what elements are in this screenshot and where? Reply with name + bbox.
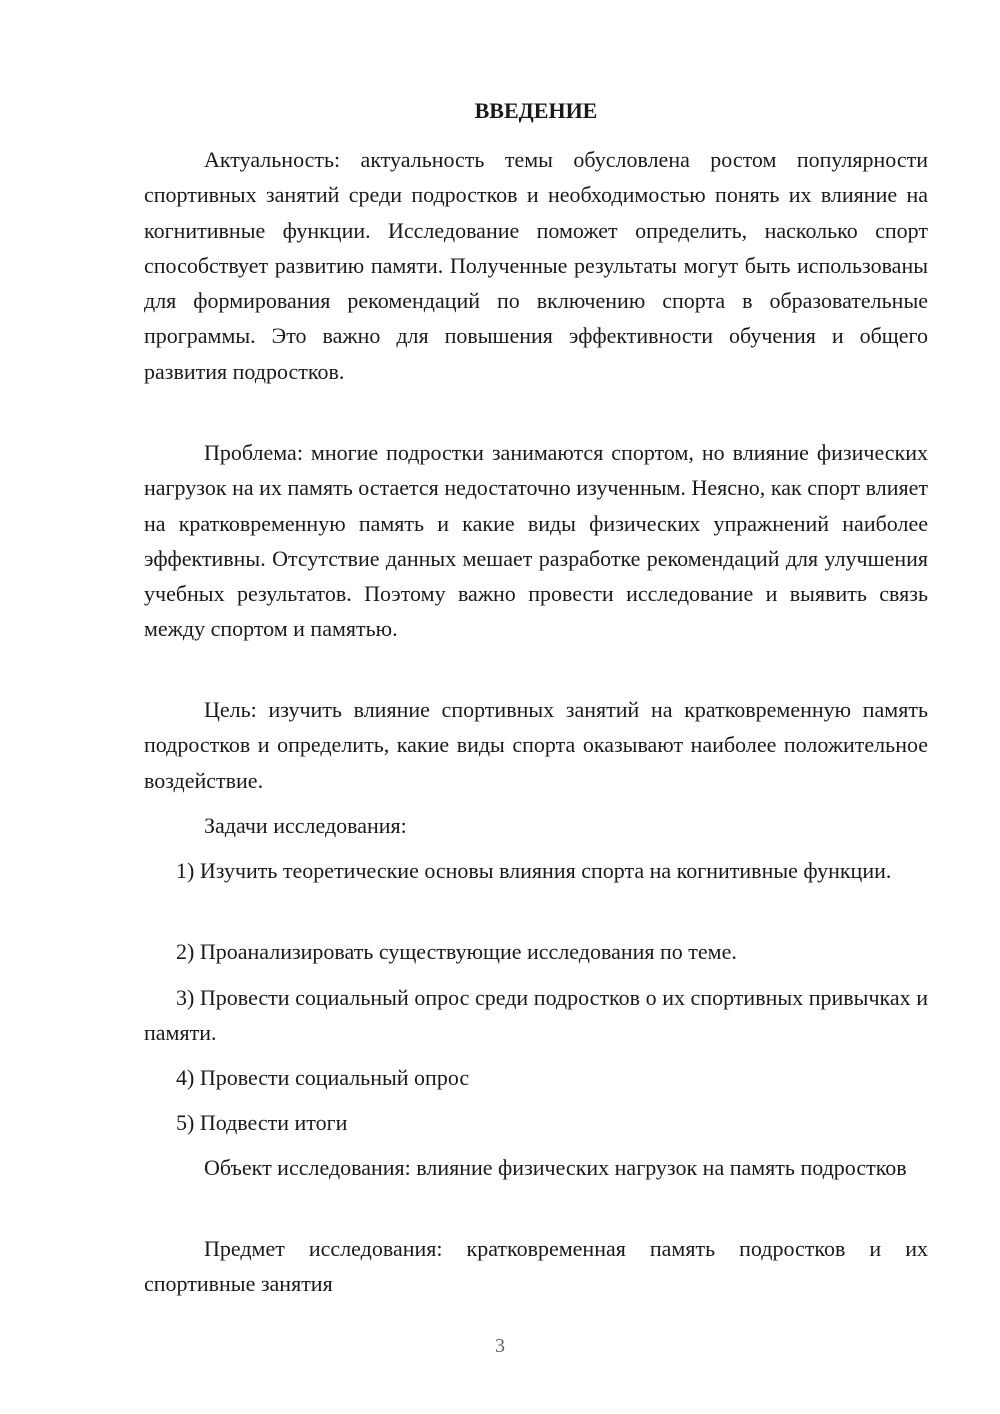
- task-item-1: 1) Изучить теоретические основы влияния спорта на когнитивные функции.: [176, 858, 892, 883]
- task-item-3: 3) Провести социальный опрос среди подростков о их спортивных привычках и памяти.: [144, 985, 928, 1046]
- task-item-2: 2) Проанализировать существующие исследования по теме.: [176, 939, 737, 964]
- object-paragraph: Объект исследования: влияние физических нагрузок на память подростков: [204, 1155, 907, 1180]
- section-title: ВВЕДЕНИЕ: [474, 98, 598, 123]
- page-number: 3: [495, 1335, 505, 1357]
- tasks-heading: Задачи исследования:: [204, 813, 407, 838]
- problem-paragraph: Проблема: многие подростки занимаются спортом, но влияние физических нагрузок на их память остается недостаточно изученным. Неясно, как спорт влияет на кратковременную память и какие виды физических упражнений наиболее эффективны. Отсутствие данных мешает разработке рекомендаций для улучшения учебных результатов. Поэтому важно провести исследование и выявить связь между спортом и памятью.: [144, 440, 928, 642]
- subject-paragraph: Предмет исследования: кратковременная память подростков и их спортивные занятия: [144, 1236, 928, 1297]
- task-item-4: 4) Провести социальный опрос: [176, 1065, 470, 1090]
- task-item-5: 5) Подвести итоги: [176, 1110, 348, 1135]
- goal-paragraph: Цель: изучить влияние спортивных занятий на кратковременную память подростков и определить, какие виды спорта оказывают наиболее положительное воздействие.: [144, 697, 928, 793]
- relevance-paragraph: Актуальность: актуальность темы обусловлена ростом популярности спортивных занятий среди подростков и необходимостью понять их влияние на когнитивные функции. Исследование поможет определить, насколько спорт способствует развитию памяти. Полученные результаты могут быть использованы для формирования рекомендаций по включению спорта в образовательные программы. Это важно для повышения эффективности обучения и общего развития подростков.: [144, 147, 928, 384]
